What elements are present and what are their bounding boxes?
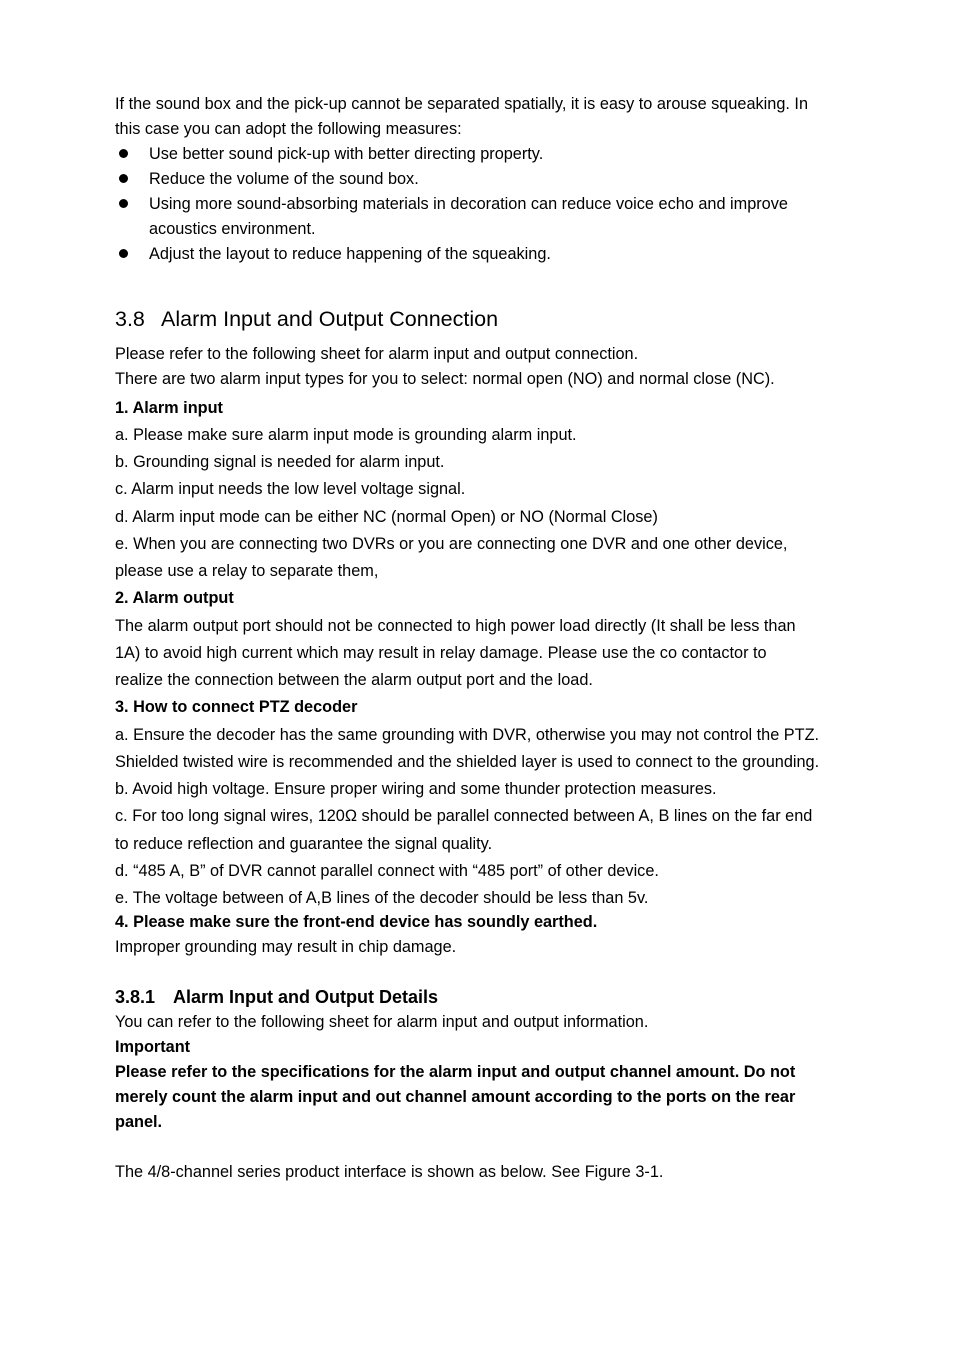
list-item: Adjust the layout to reduce happening of the squeaking. xyxy=(149,245,551,263)
subsection-heading xyxy=(115,986,438,1008)
subsection-intro: You can refer to the following sheet for alarm input and output information. xyxy=(115,1013,649,1031)
alarm-output-line-3: realize the connection between the alarm output port and the load. xyxy=(115,671,593,689)
closing-text: The 4/8-channel series product interface is shown as below. See Figure 3-1. xyxy=(115,1163,664,1181)
important-line-2: merely count the alarm input and out channel amount according to the ports on the rear xyxy=(115,1088,796,1106)
bullet-dot-icon xyxy=(119,174,128,183)
bullet-dot-icon xyxy=(119,199,128,208)
ptz-b: b. Avoid high voltage. Ensure proper wiring and some thunder protection measures. xyxy=(115,780,717,798)
bullet-dot-icon xyxy=(119,149,128,158)
section-heading xyxy=(115,306,498,332)
alarm-input-a: a. Please make sure alarm input mode is grounding alarm input. xyxy=(115,426,577,444)
section-title: Alarm Input and Output Connection xyxy=(161,307,499,331)
earth-heading: 4. Please make sure the front-end device has soundly earthed. xyxy=(115,913,598,931)
alarm-input-d: d. Alarm input mode can be either NC (normal Open) or NO (Normal Close) xyxy=(115,508,658,526)
list-item: Reduce the volume of the sound box. xyxy=(149,170,419,188)
ptz-d: d. “485 A, B” of DVR cannot parallel connect with “485 port” of other device. xyxy=(115,862,659,880)
intro-line-2: this case you can adopt the following measures: xyxy=(115,120,462,138)
ptz-c-line-1: c. For too long signal wires, 120Ω should be parallel connected between A, B lines on the far end xyxy=(115,807,813,825)
ptz-e: e. The voltage between of A,B lines of the decoder should be less than 5v. xyxy=(115,889,649,907)
section-intro-2: There are two alarm input types for you to select: normal open (NO) and normal close (NC). xyxy=(115,370,775,388)
subsection-title: Alarm Input and Output Details xyxy=(173,987,439,1007)
alarm-input-c: c. Alarm input needs the low level voltage signal. xyxy=(115,480,466,498)
important-line-3: panel. xyxy=(115,1113,163,1131)
ptz-heading: 3. How to connect PTZ decoder xyxy=(115,698,358,716)
important-line-1: Please refer to the specifications for the alarm input and output channel amount. Do not xyxy=(115,1063,796,1081)
subsection-number: 3.8.1 xyxy=(115,987,156,1007)
important-label: Important xyxy=(115,1038,191,1056)
alarm-output-line-2: 1A) to avoid high current which may result in relay damage. Please use the co contactor to xyxy=(115,644,767,662)
alarm-output-heading: 2. Alarm output xyxy=(115,589,234,607)
alarm-input-e-line-2: please use a relay to separate them, xyxy=(115,562,379,580)
alarm-output-line-1: The alarm output port should not be connected to high power load directly (It shall be less than xyxy=(115,617,796,635)
alarm-input-heading: 1. Alarm input xyxy=(115,399,223,417)
bullet-dot-icon xyxy=(119,249,128,258)
section-number: 3.8 xyxy=(115,307,145,331)
list-item: Use better sound pick-up with better directing property. xyxy=(149,145,544,163)
intro-line-1: If the sound box and the pick-up cannot be separated spatially, it is easy to arouse squeaking. In xyxy=(115,95,808,113)
alarm-input-b: b. Grounding signal is needed for alarm input. xyxy=(115,453,445,471)
earth-text: Improper grounding may result in chip damage. xyxy=(115,938,457,956)
alarm-input-e-line-1: e. When you are connecting two DVRs or you are connecting one DVR and one other device, xyxy=(115,535,788,553)
section-intro-1: Please refer to the following sheet for alarm input and output connection. xyxy=(115,345,639,363)
list-item-continuation: acoustics environment. xyxy=(149,220,316,238)
ptz-c-line-2: to reduce reflection and guarantee the signal quality. xyxy=(115,835,493,853)
ptz-a-line-2: Shielded twisted wire is recommended and the shielded layer is used to connect to the grounding. xyxy=(115,753,820,771)
list-item: Using more sound-absorbing materials in decoration can reduce voice echo and improve xyxy=(149,195,788,213)
ptz-a-line-1: a. Ensure the decoder has the same grounding with DVR, otherwise you may not control the PTZ. xyxy=(115,726,820,744)
